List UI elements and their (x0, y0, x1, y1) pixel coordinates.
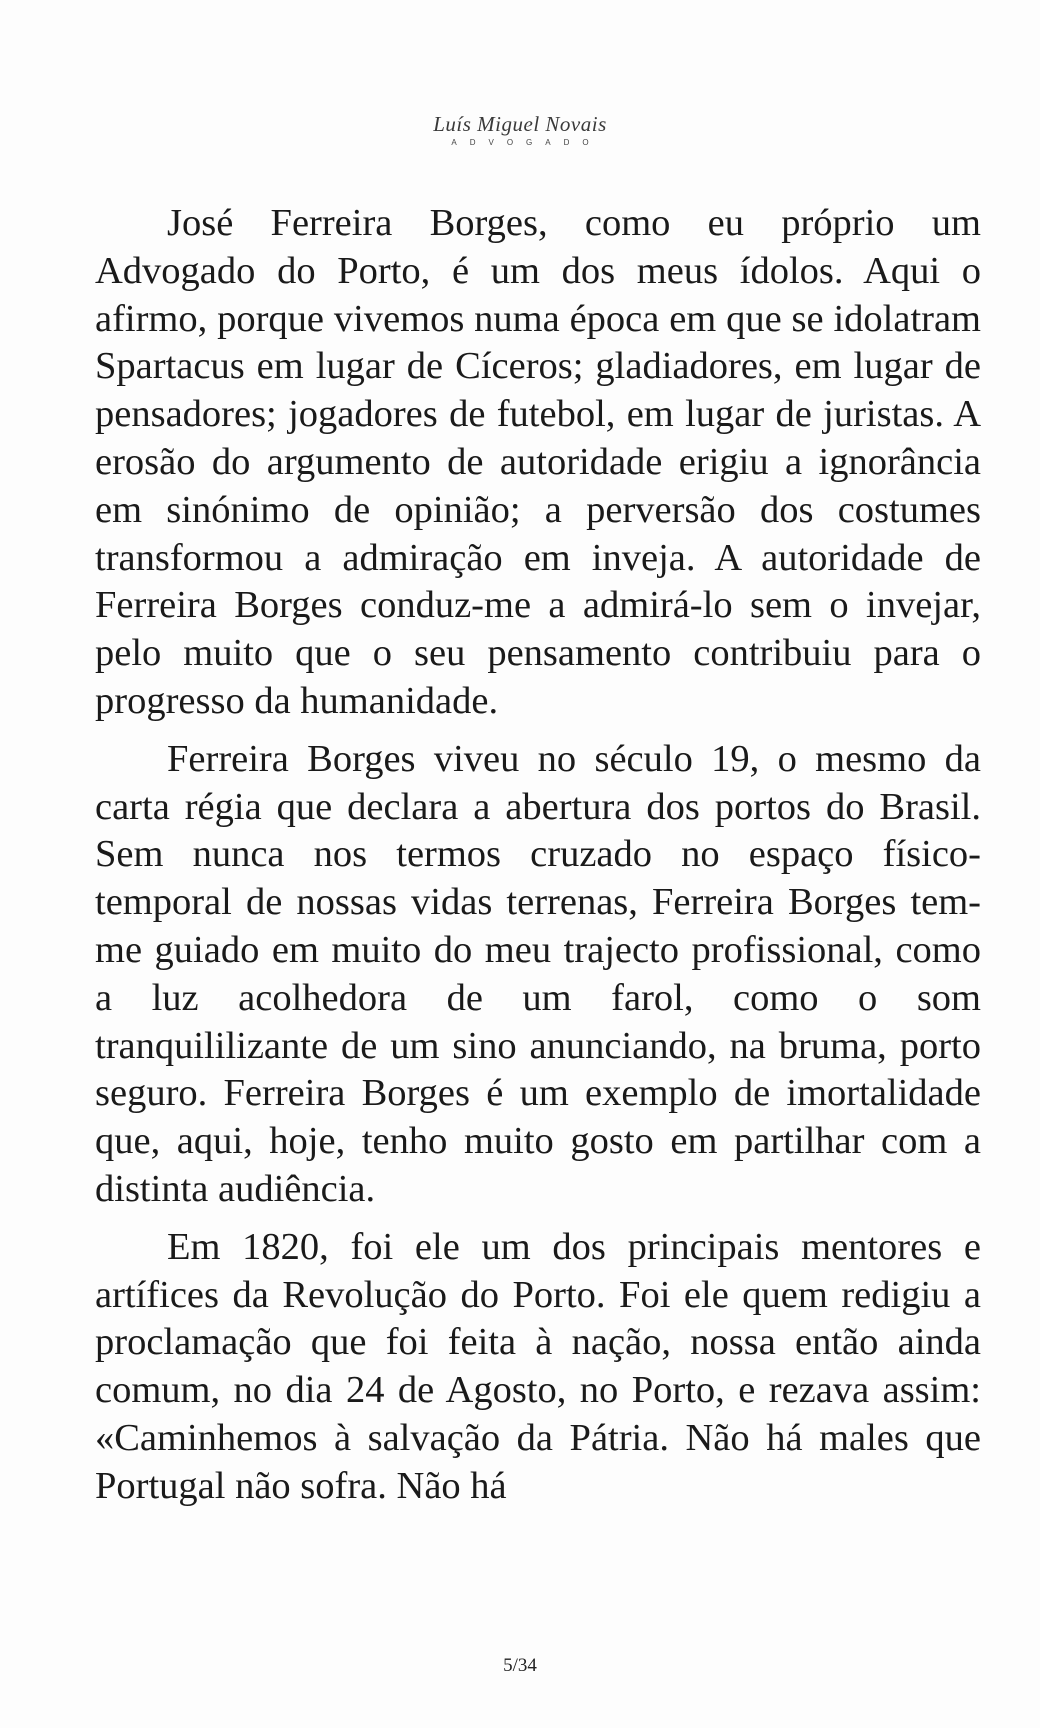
page-number: 5/34 (503, 1655, 537, 1676)
letterhead-name: Luís Miguel Novais (433, 112, 607, 136)
paragraph-3: Em 1820, foi ele um dos principais mentores e artífices da Revolução do Porto. Foi ele quem redigiu a proclamação que foi feita à nação, nossa então ainda comum, no dia 24 de Agosto, no Porto, e rezava assim: «Caminhemos à salvação da Pátria. Não há males que Portugal não sofra. Não há (95, 1225, 981, 1507)
paragraph-2: Ferreira Borges viveu no século 19, o mesmo da carta régia que declara a abertura dos portos do Brasil. Sem nunca nos termos cruzado no espaço físico-temporal de nossas vidas terrenas, Ferreira Borges tem-me guiado em muito do meu trajecto profissional, como a luz acolhedora de um farol, como o som tranquililizante de um sino anunciando, na bruma, porto seguro. Ferreira Borges é um exemplo de imortalidade que, aqui, hoje, tenho muito gosto em partilhar com a distinta audiência. (95, 737, 981, 1210)
body-text (95, 200, 981, 1521)
letterhead-title: ADVOGADO (451, 138, 602, 147)
paragraph-1: José Ferreira Borges, como eu próprio um Advogado do Porto, é um dos meus ídolos. Aqui o afirmo, porque vivemos numa época em que se idolatram Spartacus em lugar de Cíceros; gladiadores, em lugar de pensadores; jogadores de futebol, em lugar de juristas. A erosão do argumento de autoridade erigiu a ignorância em sinónimo de opinião; a perversão dos costumes transformou a admiração em inveja. A autoridade de Ferreira Borges conduz-me a admirá-lo sem o invejar, pelo muito que o seu pensamento contribuiu para o progresso da humanidade. (95, 202, 981, 722)
letterhead (0, 112, 1040, 147)
